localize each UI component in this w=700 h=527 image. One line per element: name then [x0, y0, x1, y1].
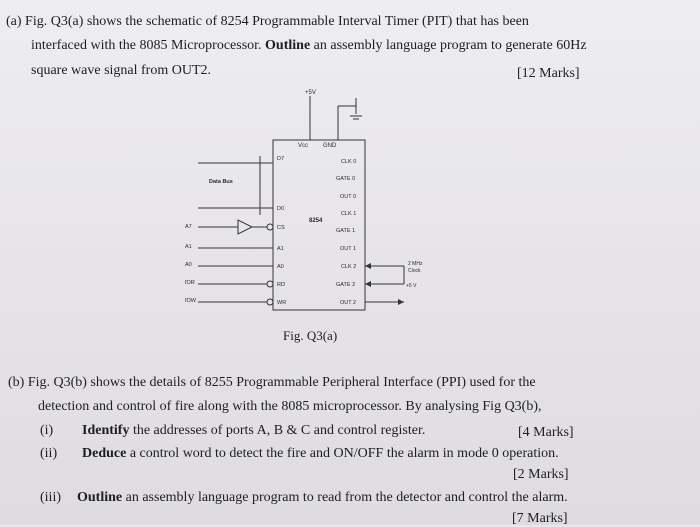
item-i-number: (i) — [40, 423, 54, 438]
part-a-marks: [12 Marks] — [517, 66, 580, 81]
clock-label-2: Clock — [408, 268, 421, 274]
part-a-line-3: square wave signal from OUT2. — [31, 63, 212, 78]
vcc-label: Vcc — [298, 143, 309, 149]
item-iii-number: (iii) — [40, 490, 61, 505]
pin-a0: A0 — [185, 262, 192, 268]
pin-clk2: CLK 2 — [341, 264, 357, 270]
pin-cs: CS — [277, 225, 285, 231]
pin-rd: RD — [277, 282, 285, 288]
pin-gate2: GATE 2 — [336, 282, 356, 288]
pin-gate1: GATE 1 — [336, 228, 356, 234]
data-bus-label: Data Bus — [209, 179, 233, 185]
pin-chip-a0: A0 — [277, 264, 284, 270]
pin-out1: OUT 1 — [340, 246, 357, 252]
gate-supply-label: +5 V — [406, 283, 417, 289]
pin-d7: D7 — [277, 156, 285, 162]
part-b-line-1: (b) Fig. Q3(b) shows the details of 8255 Programmable Peripheral Interface (PPI) used for the — [8, 375, 536, 390]
schematic-8254 — [160, 88, 450, 323]
gnd-label: GND — [323, 143, 337, 149]
part-a-line-1: (a) Fig. Q3(a) shows the schematic of 8254 Programmable Interval Timer (PIT) that has been — [6, 14, 529, 29]
figure-caption: Fig. Q3(a) — [283, 328, 338, 343]
part-b-line-2: detection and control of fire along with the 8085 microprocessor. By analysing Fig Q3(b), — [38, 399, 542, 414]
pin-d0: D0 — [277, 206, 285, 212]
item-i-marks: [4 Marks] — [518, 425, 574, 440]
pin-wr: WR — [277, 300, 287, 306]
item-ii-text: Deduce a control word to detect the fire and ON/OFF the alarm in mode 0 operation. — [82, 446, 559, 461]
item-ii-number: (ii) — [40, 446, 58, 461]
pin-out0: OUT 0 — [340, 194, 357, 200]
pin-iow: IOW — [185, 298, 196, 304]
supply-label: +5V — [305, 90, 316, 96]
pin-a1: A1 — [185, 244, 192, 250]
pin-clk0: CLK 0 — [341, 159, 357, 165]
clock-label-1: 2 MHz — [408, 261, 423, 267]
item-iii-marks: [7 Marks] — [512, 511, 568, 526]
pin-gate0: GATE 0 — [336, 176, 356, 182]
pin-a7: A7 — [185, 224, 192, 230]
pin-out2: OUT 2 — [340, 300, 357, 306]
pin-clk1: CLK 1 — [341, 211, 357, 217]
part-a-line-2: interfaced with the 8085 Microprocessor. Outline an assembly language program to generate 60Hz — [31, 38, 587, 53]
chip-label: 8254 — [309, 218, 323, 224]
item-i-text: Identify the addresses of ports A, B & C and control register. — [82, 423, 426, 438]
item-iii-text: Outline an assembly language program to read from the detector and control the alarm. — [77, 490, 568, 505]
pin-chip-a1: A1 — [277, 246, 284, 252]
pin-ior: IOR — [185, 280, 195, 286]
item-ii-marks: [2 Marks] — [513, 467, 569, 482]
